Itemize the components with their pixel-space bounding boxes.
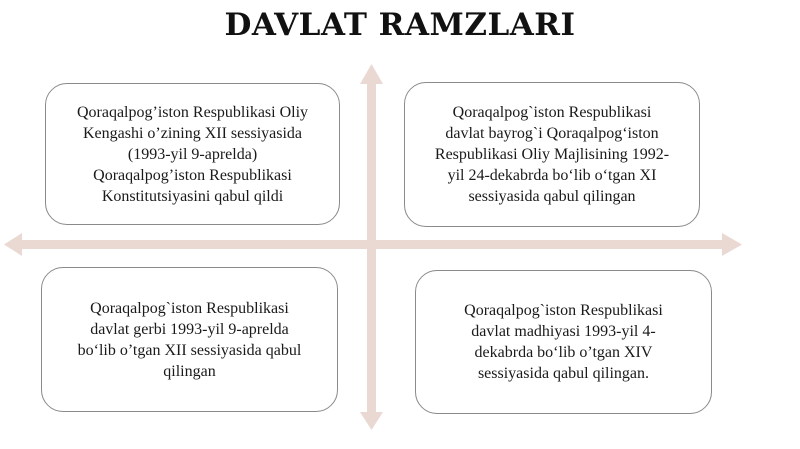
box-constitution xyxy=(45,83,340,225)
vertical-arrow-shaft xyxy=(367,80,376,420)
box-flag-text: Qoraqalpog`iston Respublikasi davlat bayrog`i Qoraqalpog‘iston Respublikasi Oliy Majlisining 1992- yil 24-dekabrda bo‘lib o‘tgan XI sessiyasida qabul qilingan xyxy=(434,104,670,205)
box-constitution-text: Qoraqalpog’iston Respublikasi Oliy Kengashi o’zining XII sessiyasida (1993-yil 9-aprelda) Qoraqalpog’iston Respublikasi Konstitutsiyasini qabul qildi xyxy=(76,103,309,205)
horizontal-arrow-head-left xyxy=(4,233,22,256)
box-flag xyxy=(404,82,700,227)
box-anthem xyxy=(415,270,712,414)
page-title: DAVLAT RAMZLARI xyxy=(224,7,576,43)
horizontal-arrow-shaft xyxy=(18,240,724,249)
vertical-arrow-head-up xyxy=(360,64,383,84)
vertical-arrow-head-down xyxy=(360,412,383,430)
box-coat-of-arms-text: Qoraqalpog`iston Respublikasi davlat gerbi 1993-yil 9-aprelda bo‘lib o’tgan XII sessiyasida qabul qilingan xyxy=(77,299,302,380)
horizontal-arrow-head-right xyxy=(722,233,742,256)
box-coat-of-arms xyxy=(41,267,338,412)
box-anthem-text: Qoraqalpog`iston Respublikasi davlat madhiyasi 1993-yil 4- dekabrda bo‘lib o’tgan XIV sessiyasida qabul qilingan. xyxy=(464,302,663,382)
